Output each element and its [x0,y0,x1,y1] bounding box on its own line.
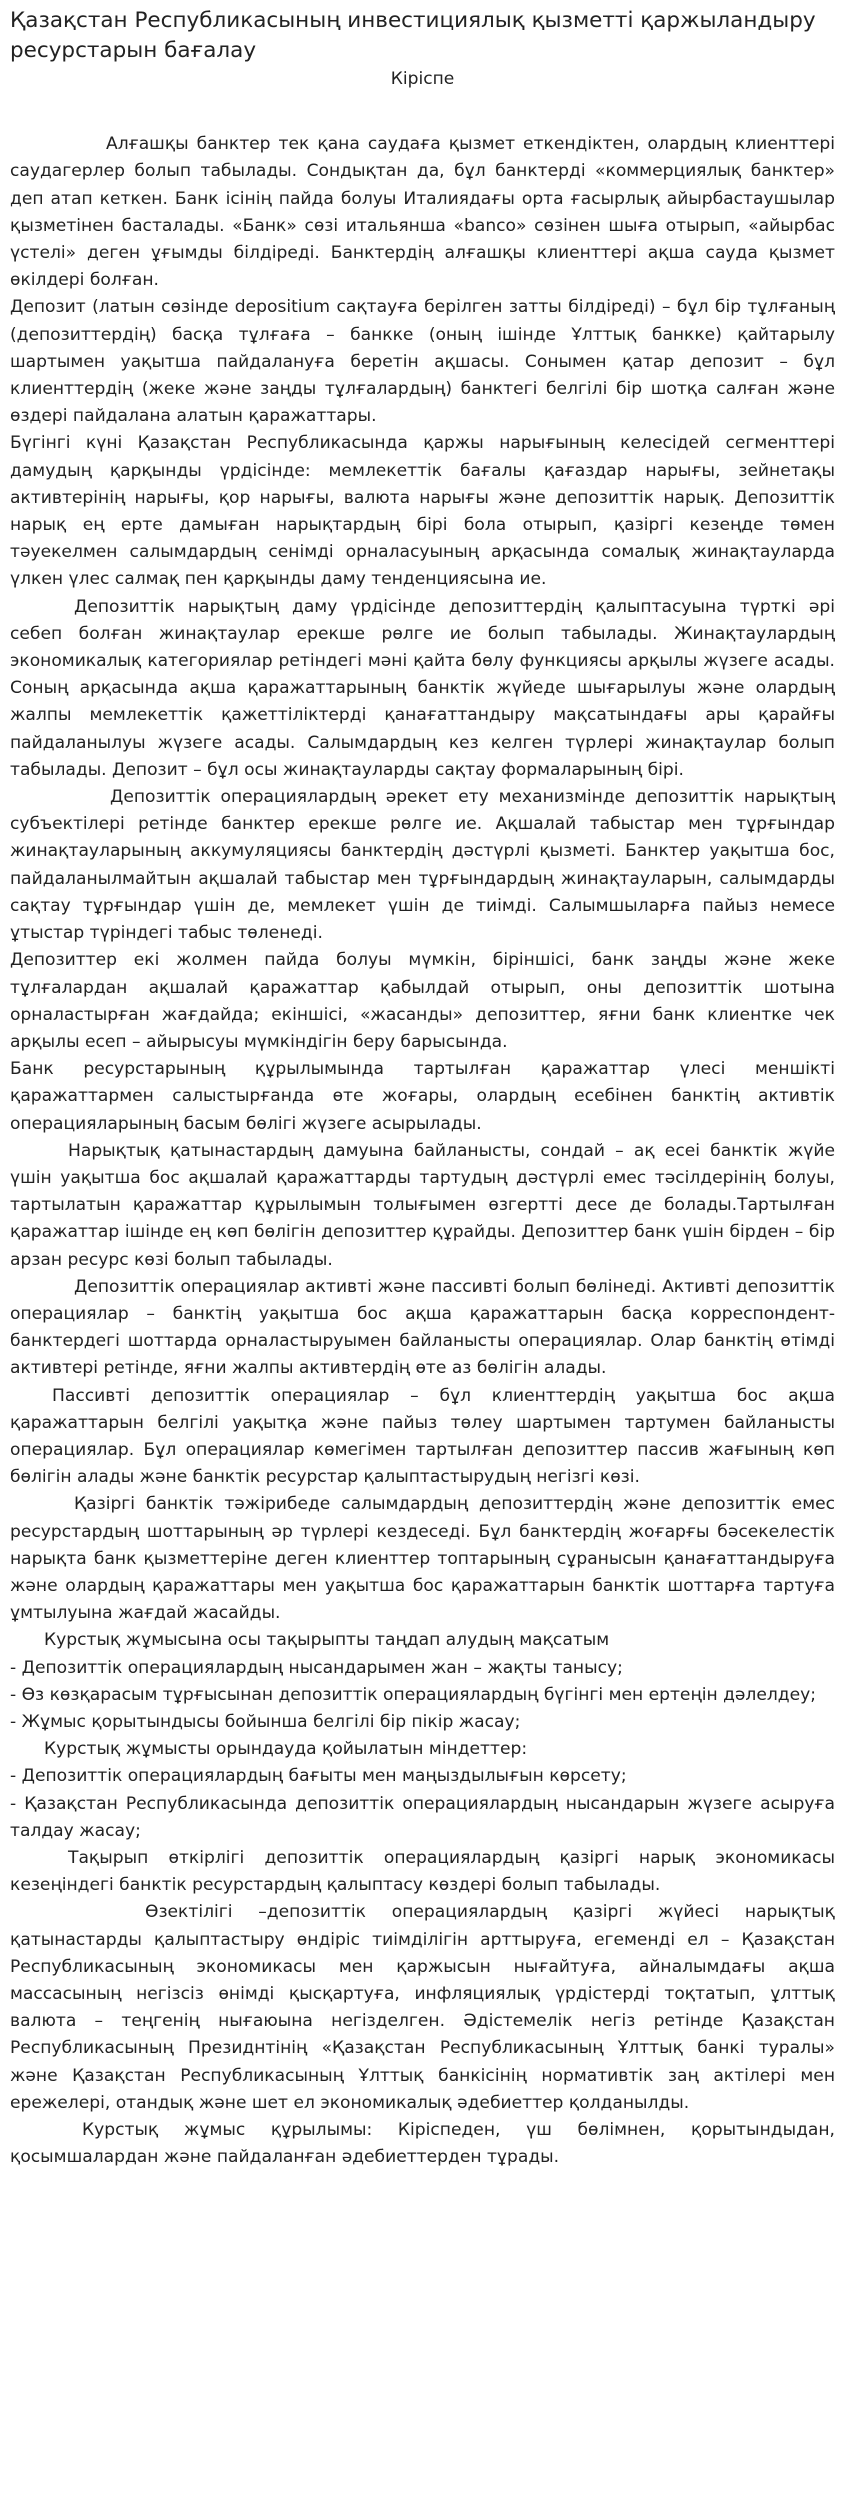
list-item: - Қазақстан Республикасында депозиттік операциялардың нысандарын жүзеге асыруға талдау жасау; [10,1793,835,1841]
paragraph: Қазіргі банктік тәжірибеде салымдардың депозиттердің және депозиттік емес ресурстардың шоттарының әр түрлері кездеседі. Бұл банктердің жоғарғы бәсекелестік нарықта банк қызметтеріне деген клиенттер топтарының сұранысын қанағаттандыруға және олардың қаражаттары мен уақытша бос қаражаттарын банктік шоттарға тартуға ұмтылуына жағдай жасайды. [10,1494,835,1624]
document-title: Қазақстан Республикасының инвестициялық қызметті қаржыландыру ресурстарын бағалау [10,8,816,63]
paragraph: Тақырып өткірлігі депозиттік операциялардың қазіргі нарық экономикасы кезеңіндегі банктік ресурстардың қалыптасу көздері болып табылады. [10,1848,835,1896]
paragraph: Депозиттер екі жолмен пайда болуы мүмкін, біріншісі, банк заңды және жеке тұлғалардан ақшалай қаражаттар қабылдай отырып, оны депозиттік шотына орналастырған жағдайда; екіншісі, «жасанды» депозиттер, яғни банк клиентке чек арқылы есеп – айырысуы мүмкіндігін беру барысында. [10,950,835,1052]
paragraph: Курстық жұмыс құрылымы: Кіріспеден, үш бөлімнен, қорытындыдан, қосымшалардан және пайдаланған әдебиеттерден тұрады. [10,2120,835,2168]
paragraph: Банк ресурстарының құрылымында тартылған қаражаттар үлесі меншікті қаражаттармен салыстырғанда өте жоғары, олардың есебінен банктің активтік операцияларының басым бөлігі жүзеге асырылады. [10,1059,835,1134]
paragraph: Пассивті депозиттік операциялар – бұл клиенттердің уақытша бос ақша қаражаттарын белгілі уақытқа және пайыз төлеу шартымен тартумен байланысты операциялар. Бұл операциялар көмегімен тартылған депозиттер пассив жағының көп бөлігін алады және банктік ресурстар қалыптастырудың негізгі көзі. [10,1385,835,1488]
paragraph: Бүгінгі күні Қазақстан Республикасында қаржы нарығының келесідей сегменттері дамудың қарқынды үрдісінде: мемлекеттік бағалы қағаздар нарығы, зейнетақы активтерінің нарығы, қор нарығы, валюта нарығы және депозиттік нарық. Депозиттік нарық ең ерте дамыған нарықтардың бірі бола отырып, қазіргі кезеңде төмен тәуекелмен салымдардың сенімді орналасуының арқасында сомалық жинақтауларда үлкен үлес салмақ пен қарқынды даму тенденциясына ие. [10,433,835,590]
paragraph: Алғашқы банктер тек қана саудаға қызмет еткендіктен, олардың клиенттері саудагерлер болып табылады. Сондықтан да, бұл банктерді «коммерциялық банктер» деп атап кеткен. Банк ісінің пайда болуы Италиядағы орта ғасырлық айырбастаушылар қызметінен басталады. «Банк» сөзі итальянша «banco» сөзінен шыға отырып, «айырбас үстелі» деген ұғымды білдіреді. Банктердің алғашқы клиенттері ақша саудa қызмет өкілдері болған. [10,134,835,291]
paragraph: Депозиттік нарықтың даму үрдісінде депозиттердің қалыптасуына түрткі әрі себеп болған жинақтаулар ерекше рөлге ие болып табылады. Жинақтаулардың экономикалық категориялар ретіндегі мәні қайта бөлу функциясы арқылы жүзеге асады. Соның арқасында ақша қаражаттарының банктік жүйеде шығарылуы және олардың жалпы мемлекеттік қажеттіліктерді қанағаттандыру мақсатындағы ары қарайғы пайдаланылуы жүзеге асады. Салымдардың кез келген түрлері жинақтаулар болып табылады. Депозит – бұл осы жинақтауларды сақтау формаларының бірі. [10,596,835,780]
list-item: - Депозиттік операциялардың бағыты мен маңыздылығын көрсету; [10,1766,627,1787]
list-intro: Курстық жұмысына осы тақырыпты таңдап алудың мақсатым [44,1630,610,1651]
list-item: - Жұмыс қорытындысы бойынша белгілі бір пікір жасау; [10,1711,521,1732]
paragraph: Депозиттік операциялар активті және пассивті болып бөлінеді. Активті депозиттік операциялар – банктің уақытша бос ақша қаражаттарын басқа корреспондент-банктердегі шоттарда орналастыруымен байланысты операциялар. Олар банктің өтімді активтері ретінде, яғни жалпы активтердің өте аз бөлігін алады. [10,1276,835,1379]
list-intro: Курстық жұмысты орындауда қойылатын міндеттер: [44,1739,528,1760]
paragraph: Депозиттік операциялардың әрекет ету механизмінде депозиттік нарықтың субъектілері ретінде банктер ерекше рөлге ие. Ақшалай табыстар мен тұрғындар жинақтауларының аккумуляциясы банктердің дәстүрлі қызметі. Банктер уақытша бос, пайдаланылмайтын ақшалай табыстар мен тұрғындардың жинақтауларын, салымдарды сақтау тұрғындар үшін де, мемлекет үшін де тиімді. Салымшыларға пайыз немесе ұтыстар түріндегі табыс төленеді. [10,787,835,944]
list-item: - Депозиттік операциялардың нысандарымен жан – жақты танысу; [10,1657,623,1678]
paragraph: Өзектілігі –депозиттік операциялардың қазіргі жүйесі нарықтық қатынастарды қалыптастыру өндіріс тиімділігін арттыруға, егеменді ел – Қазақстан Республикасының экономикасы мен қаржысын нығайтуға, айналымдағы ақша массасының негізсіз өнімді қысқартуға, инфляциялық үрдістерді тоқтатып, ұлттық валюта – теңгенің нығаюына негізделген. Әдістемелік негіз ретінде Қазақстан Республикасының Президнтінің «Қазақстан Республикасының Ұлттық банкі туралы» және Қазақстан Республикасының Ұлттық банкісінің нормативтік заң актілері мен ережелері, отандық және шет ел экономикалық әдебиеттер қолданылды. [10,1902,835,2113]
list-item: - Өз көзқарасым тұрғысынан депозиттік операциялардың бүгінгі мен ертеңін дәлелдеу; [10,1684,817,1705]
paragraph: Нарықтық қатынастардың дамуына байланысты, сондай – ақ есеі банктік жүйе үшін уақытша бос ақшалай қаражаттарды тартудың дәстүрлі емес тәсілдерінің болуы, тартылатын қаражаттар құрылымын толығымен өзгертті десе де болады.Тартылған қаражаттар ішінде ең көп бөлігін депозиттер құрайды. Депозиттер банк үшін бірден – бір арзан ресурс көзі болып табылады. [10,1140,835,1270]
section-heading-introduction: Кіріспе [390,69,455,89]
paragraph: Депозит (латын сөзінде depositium сақтауға берілген затты білдіреді) – бұл бір тұлғаның (депозиттердің) басқа тұлғаға – банкке (оның ішінде Ұлттық банкке) қайтарылу шартымен уақытша пайдалануға беретін ақшасы. Сонымен қатар депозит – бұл клиенттердің (жеке және заңды тұлғалардың) банктегі белгілі бір шотқа салған және өздері пайдалана алатын қаражаттары. [10,297,835,427]
